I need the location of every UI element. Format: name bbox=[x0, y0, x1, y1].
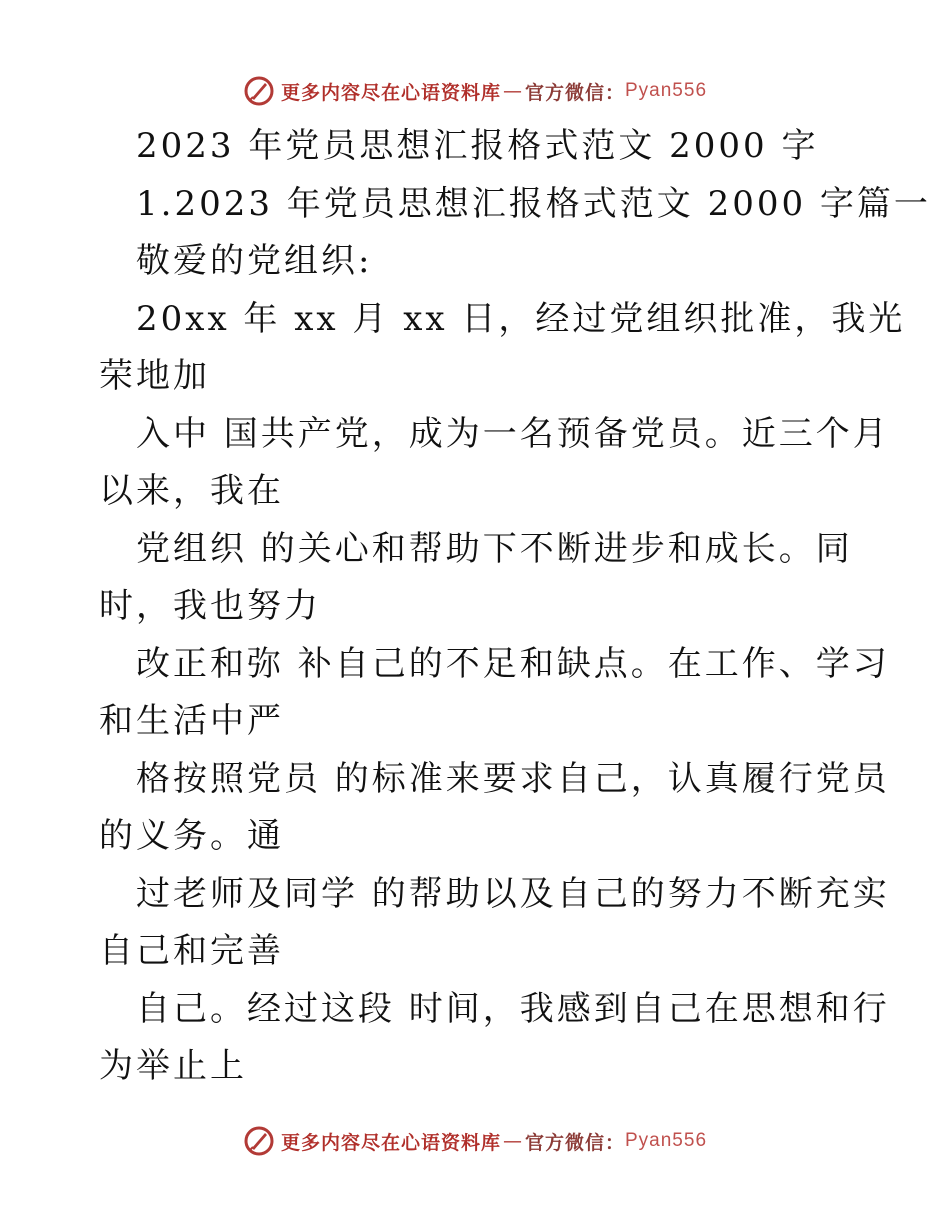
paragraph-line: 自己。经过这段 时间，我感到自己在思想和行 bbox=[136, 988, 890, 1029]
document-body bbox=[99, 118, 931, 1096]
document-title: 2023 年党员思想汇报格式范文 2000 字 bbox=[136, 126, 819, 166]
paragraph-line: 时，我也努力 bbox=[99, 586, 321, 626]
paragraph-line: 20xx 年 xx 月 xx 日，经过党组织批准，我光 bbox=[136, 298, 906, 339]
watermark-wechat-label: 官方微信： bbox=[524, 1131, 625, 1154]
paragraph-line: 为举止上 bbox=[99, 1046, 247, 1086]
watermark-wechat-label: 官方微信： bbox=[524, 81, 625, 104]
quill-pen-logo-icon bbox=[243, 75, 275, 107]
paragraph-line: 格按照党员 的标准来要求自己，认真履行党员 bbox=[136, 758, 890, 799]
watermark-brand-text: 更多内容尽在心语资料库 bbox=[280, 1131, 501, 1154]
watermark-dash: — bbox=[502, 1130, 523, 1152]
paragraph-line: 入中 国共产党，成为一名预备党员。近三个月 bbox=[136, 413, 890, 454]
salutation: 敬爱的党组织: bbox=[136, 241, 373, 281]
paragraph-line: 改正和弥 补自己的不足和缺点。在工作、学习 bbox=[136, 643, 890, 684]
watermark-wechat-id: Pyan556 bbox=[625, 80, 708, 101]
watermark-wechat-id: Pyan556 bbox=[625, 1130, 708, 1151]
paragraph-line: 和生活中严 bbox=[99, 701, 284, 741]
paragraph-line: 自己和完善 bbox=[99, 931, 284, 971]
watermark-dash: — bbox=[502, 80, 523, 102]
paragraph-line: 以来，我在 bbox=[99, 471, 284, 511]
paragraph-line: 过老师及同学 的帮助以及自己的努力不断充实 bbox=[136, 873, 890, 914]
section-heading: 1.2023 年党员思想汇报格式范文 2000 字篇一 bbox=[136, 183, 931, 224]
paragraph-line: 党组织 的关心和帮助下不断进步和成长。同 bbox=[136, 528, 853, 569]
paragraph-line: 荣地加 bbox=[99, 356, 210, 396]
watermark-brand-text: 更多内容尽在心语资料库 bbox=[280, 81, 501, 104]
paragraph-line: 的义务。通 bbox=[99, 816, 284, 856]
footer-watermark-banner bbox=[0, 1121, 950, 1161]
quill-pen-logo-icon bbox=[243, 1125, 275, 1157]
header-watermark-banner bbox=[0, 71, 950, 111]
